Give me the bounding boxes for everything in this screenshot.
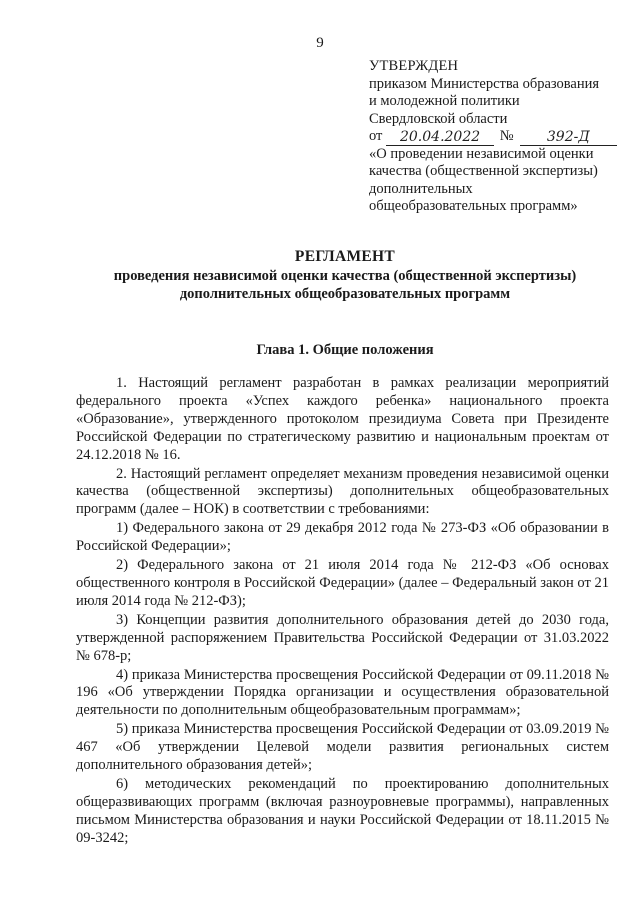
document-body — [76, 375, 609, 849]
paragraph: 3) Концепции развития дополнительного образования детей до 2030 года, утвержденной распоряжением Правительства Российской Федерации от 31.03.2022 № 678-р; — [76, 611, 609, 664]
paragraph: 5) приказа Министерства просвещения Российской Федерации от 03.09.2019 № 467 «Об утверждении Целевой модели развития региональных систем дополнительного образования детей»; — [76, 721, 609, 774]
from-label: от — [369, 128, 383, 144]
paragraph: 4) приказа Министерства просвещения Российской Федерации от 09.11.2018 № 196 «Об утверждении Порядка организации и осуществления образовательной деятельности по дополнительным общеобразовательным программам»; — [76, 666, 609, 719]
paragraph: 2) Федерального закона от 21 июля 2014 года № 212-ФЗ «Об основах общественного контроля в Российской Федерации» (далее – Федеральный закон от 21 июля 2014 года № 212-ФЗ); — [76, 557, 609, 609]
order-title-line: «О проведении независимой оценки — [369, 145, 594, 162]
paragraph: 6) методических рекомендаций по проектированию дополнительных общеразвивающих программ (включая разноуровневые программы), направленных письмом Министерства образования и науки Российской Федерации от 18.11.2015 № 09-3242; — [76, 775, 609, 846]
approval-line: Свердловской области — [369, 110, 508, 127]
paragraph: 1. Настоящий регламент разработан в рамках реализации мероприятий федерального проекта «Успех каждого ребенка» национального проекта «Образование», утвержденного протоколом президиума Совета при Президенте Российской Федерации по стратегическому развитию и национальным проектам от 24.12.2018 № 16. — [76, 375, 609, 463]
paragraph: 2. Настоящий регламент определяет механизм проведения независимой оценки качества (общественной экспертизы) дополнительных общеобразовательных программ (далее – НОК) в соответствии с требованиями: — [76, 465, 609, 518]
page-number: 9 — [316, 35, 324, 51]
chapter-title: Глава 1. Общие положения — [256, 342, 434, 358]
document-title: РЕГЛАМЕНТ — [294, 248, 396, 265]
order-title-line: качества (общественной экспертизы) — [369, 163, 598, 179]
number-label: № — [499, 128, 514, 144]
paragraph: 1) Федерального закона от 29 декабря 2012 года № 273-ФЗ «Об образовании в Российской Федерации»; — [76, 520, 609, 555]
approval-block — [369, 58, 617, 216]
approval-title: УТВЕРЖДЕН — [369, 58, 459, 74]
order-title-line: общеобразовательных программ» — [369, 198, 578, 214]
document-subtitle: дополнительных общеобразовательных программ — [179, 286, 511, 302]
approval-date-number-line — [369, 128, 617, 146]
handwritten-number: 392-Д — [520, 130, 617, 146]
handwritten-date: 20.04.2022 — [386, 130, 493, 146]
order-title-line: дополнительных — [369, 180, 473, 197]
approval-line: и молодежной политики — [369, 93, 520, 109]
document-subtitle: проведения независимой оценки качества (общественной экспертизы) — [113, 268, 577, 284]
approval-line: приказом Министерства образования — [369, 75, 600, 92]
